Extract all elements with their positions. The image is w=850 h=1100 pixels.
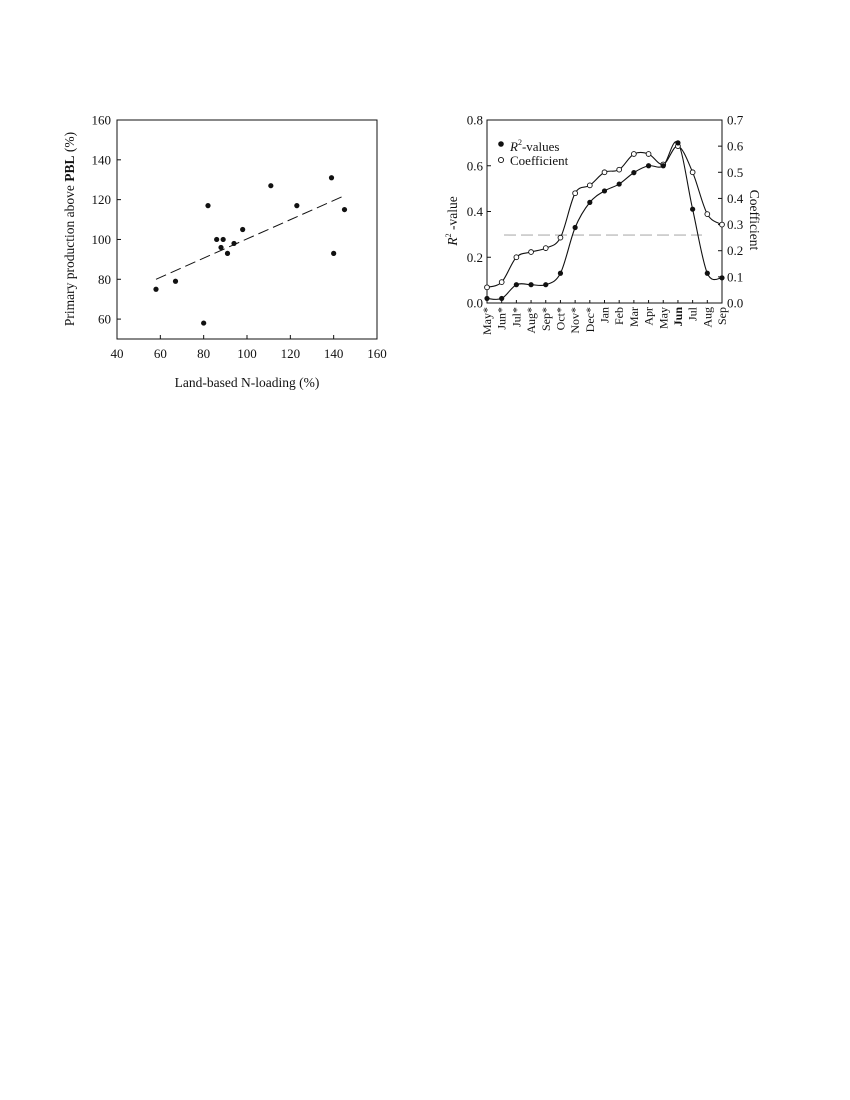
r2-point (543, 282, 548, 287)
scatter-points (153, 175, 347, 326)
scatter-point (294, 203, 299, 208)
legend-r2-label: $R^2$-values (510, 138, 560, 154)
scatter-point (268, 183, 273, 188)
scatter-x-tick-label: 120 (280, 346, 301, 361)
r2-point (646, 163, 651, 168)
line-x-tick-label: Jul* (509, 307, 524, 328)
line-x-tick-label: Sep (715, 307, 729, 325)
coefficient-point (690, 170, 695, 175)
scatter-y-tick-label: 80 (98, 271, 111, 287)
line-left-tick-label: 0.0 (466, 295, 483, 311)
scatter-x-tick-label: 100 (237, 346, 257, 361)
scatter-point (173, 279, 178, 284)
scatter-y-tick-label: 160 (91, 112, 111, 128)
coefficient-point (705, 212, 710, 217)
scatter-y-tick-label: 100 (91, 231, 111, 247)
line-left-tick-label: 0.2 (466, 249, 483, 265)
r2-point (675, 140, 680, 145)
r2-point (617, 181, 622, 186)
coefficient-point (543, 246, 548, 251)
line-x-tick-label: Sep* (538, 307, 553, 331)
scatter-x-tick-label: 80 (197, 346, 211, 361)
scatter-x-tick-label: 160 (367, 346, 387, 361)
r2-point (690, 207, 695, 212)
r2-point (602, 188, 607, 193)
r2-point (514, 282, 519, 287)
coefficient-point (602, 170, 607, 175)
line-right-tick-label: 0.1 (727, 269, 744, 285)
line-x-tick-label: Apr (641, 307, 656, 326)
r2-point (558, 271, 563, 276)
r2-point (484, 296, 489, 301)
scatter-plot-frame (117, 120, 377, 339)
scatter-point (201, 320, 206, 325)
r2-point (705, 271, 710, 276)
line-right-tick-label: 0.0 (727, 295, 744, 311)
monthly-line-chart (444, 113, 762, 336)
r2-point (631, 170, 636, 175)
line-x-tick-label: May* (480, 307, 494, 335)
scatter-point (153, 287, 158, 292)
line-right-y-axis-label: Coefficient (747, 189, 762, 251)
line-left-tick-label: 0.4 (466, 204, 483, 219)
line-x-tick-label: Oct* (553, 307, 568, 331)
line-right-tick-label: 0.6 (727, 138, 744, 154)
line-left-tick-label: 0.6 (466, 158, 483, 174)
scatter-x-tick-label: 60 (153, 346, 167, 361)
scatter-point (205, 203, 210, 208)
line-x-tick-label: Mar (626, 307, 641, 327)
line-x-tick-label: Jun* (494, 307, 509, 330)
scatter-x-tick-label: 40 (110, 346, 124, 361)
scatter-chart (62, 113, 387, 391)
scatter-point (218, 245, 223, 250)
coefficient-point (587, 183, 592, 188)
r2-point (573, 225, 578, 230)
line-right-tick-label: 0.4 (727, 190, 744, 206)
line-x-tick-label: Jun (670, 307, 685, 327)
line-right-tick-label: 0.3 (727, 217, 744, 233)
coefficient-point (573, 191, 578, 196)
line-right-tick-label: 0.7 (727, 112, 744, 128)
scatter-point (329, 175, 334, 180)
scatter-y-tick-label: 140 (91, 152, 111, 168)
scatter-point (342, 207, 347, 212)
scatter-y-tick-label: 120 (91, 192, 111, 208)
r2-point (719, 275, 724, 280)
line-legend (498, 138, 568, 168)
scatter-point (240, 227, 245, 232)
line-x-tick-label: Jan (597, 307, 612, 323)
line-x-tick-label: Jul (685, 307, 700, 322)
coefficient-point (485, 285, 490, 290)
line-x-tick-label: Aug (700, 307, 715, 328)
r2-point (587, 200, 592, 205)
line-x-tick-label: Nov* (568, 307, 583, 334)
line-right-tick-label: 0.2 (727, 243, 744, 259)
line-left-y-axis-label: $R^2$ -value (444, 196, 460, 246)
scatter-point (214, 237, 219, 242)
line-left-tick-label: 0.8 (466, 112, 483, 128)
scatter-point (225, 251, 230, 256)
scatter-x-axis-label: Land-based N-loading (%) (174, 375, 320, 390)
coefficient-point (631, 152, 636, 157)
line-right-tick-label: 0.5 (727, 164, 744, 180)
scatter-x-tick-label: 140 (323, 346, 344, 361)
scatter-trendline (156, 196, 345, 280)
line-x-tick-label: May (656, 307, 671, 329)
scatter-point (221, 237, 226, 242)
coefficient-point (646, 152, 651, 157)
scatter-point (231, 241, 236, 246)
legend-coefficient-marker (498, 157, 503, 162)
line-x-ticks (480, 300, 729, 335)
r2-point (528, 282, 533, 287)
r2-point (661, 163, 666, 168)
scatter-y-tick-label: 60 (98, 311, 111, 327)
scatter-point (331, 251, 336, 256)
legend-r2-marker (498, 141, 504, 147)
line-x-tick-label: Feb (612, 307, 627, 325)
line-x-tick-label: Dec* (582, 307, 597, 333)
coefficient-point (514, 255, 519, 260)
coefficient-point (499, 280, 504, 285)
line-x-tick-label: Aug* (524, 307, 539, 334)
coefficient-point (558, 235, 563, 240)
r2-point (499, 296, 504, 301)
coefficient-point (617, 167, 622, 172)
coefficient-point (529, 250, 534, 255)
coefficient-point (720, 222, 725, 227)
legend-coefficient-label: Coefficient (510, 153, 569, 168)
scatter-y-axis-label: Primary production above PBL (%) (62, 131, 77, 327)
